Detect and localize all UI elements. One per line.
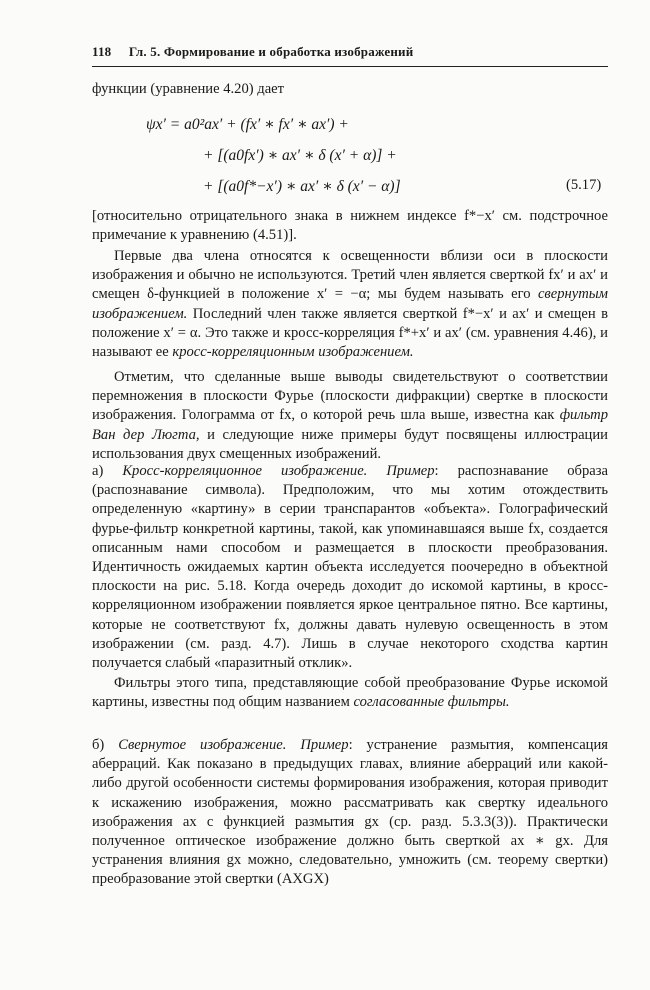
section-b bbox=[92, 736, 608, 890]
paragraph-2-emphasis: фильтр Ван дер Люгта, bbox=[92, 407, 608, 443]
paragraph-2-start: Отметим, что сделанные выше выводы свидетельствуют о соответствии перемножения в плоскости Фурье (плоскости дифракции) свертке в плоскости изображения. Голограмма от fx, о которой речь шла выше, известна как bbox=[92, 369, 608, 424]
section-b-title: Свернутое изображение. Пример bbox=[118, 737, 349, 753]
section-a-label: а) bbox=[92, 463, 123, 479]
section-a-text: : распознавание образа (распознавание символа). Предположим, что мы хотим отождествить определенную «картину» в серии транспарантов «объекта». Голографический фурье-фильтр конкретной картины, такой, как упоминавшаяся выше fx, создается описанным нами способом и размещается в плоскости преобразования. Идентичность ожидаемых картин объекта исследуется поочередно в объектной плоскости на рис. 5.18. Когда очередь доходит до искомой картины, в кросс-корреляционном изображении появляется яркое центральное пятно. Все картины, которые не соответствуют fx, должны давать нулевую освещенность в этом изображении (см. разд. 4.7). Лишь в случае некоторого сходства картин получается слабый «паразитный отклик». bbox=[92, 463, 608, 672]
equation-line-3: + [(a0f*−x′) ∗ ax′ ∗ δ (x′ − α)] bbox=[203, 178, 401, 195]
paragraph-1-emphasis-2: кросс-корреляционным изображением. bbox=[172, 344, 414, 361]
paragraph-1-start: Первые два члена относятся к освещенности вблизи оси в плоскости изображения и обычно не используются. Третий член является сверткой fx′ и ax′ и смещен δ-функцией в положение x′ = −α; мы будем называть его bbox=[92, 248, 608, 303]
equation-line-2: + [(a0fx′) ∗ ax′ ∗ δ (x′ + α)] + bbox=[203, 147, 397, 164]
paragraph-2-end: и следующие ниже примеры будут посвящены иллюстрации использования двух смещенных изображений. bbox=[92, 426, 608, 462]
page-number: 118 bbox=[92, 44, 112, 59]
header-rule bbox=[92, 66, 608, 67]
paragraph-3 bbox=[92, 674, 608, 712]
paragraph-1-emphasis-1: свернутым изображением. bbox=[92, 286, 608, 322]
paragraph-3-start: Фильтры этого типа, представляющие собой преобразование Фурье искомой картины, известны под общим названием bbox=[92, 675, 608, 711]
footnote-remark: [относительно отрицательного знака в нижнем индексе f*−x′ см. подстрочное примечание к уравнению (4.51)]. bbox=[92, 208, 608, 244]
section-a bbox=[92, 462, 608, 673]
section-b-label: б) bbox=[92, 737, 119, 753]
paragraph-1-mid: Последний член также является сверткой f*−x′ и ax′ и смещен в положение x′ = α. Это также и кросс-корреляция f*+x′ и ax′ (см. уравнения 4.46), и называют ее bbox=[92, 305, 608, 361]
paragraph-1 bbox=[92, 247, 608, 362]
section-b-text: : устранение размытия, компенсация аберраций. Как показано в предыдущих главах, влияние аберраций или какой-либо другой особенности системы формирования изображения, которая приводит к искажению изображения, можно рассматривать как свертку идеального изображения ax с функцией размытия gx (ср. разд. 5.3.3(3)). Практически полученное оптическое изображение должно быть сверткой ax ∗ gx. Для устранения влияния gx можно, следовательно, умножить (см. теорему свертки) преобразование этой свертки (AXGX) bbox=[92, 737, 609, 888]
page-header bbox=[92, 44, 608, 60]
intro-line: функции (уравнение 4.20) дает bbox=[92, 81, 285, 97]
equation-number: (5.17) bbox=[566, 177, 602, 193]
paragraph-2 bbox=[92, 368, 608, 464]
section-a-title: Кросс-корреляционное изображение. Пример bbox=[122, 463, 435, 479]
equation-line-1: ψx′ = a0²ax′ + (fx′ ∗ fx′ ∗ ax′) + bbox=[146, 116, 349, 133]
running-title: Гл. 5. Формирование и обработка изображений bbox=[128, 44, 414, 59]
paragraph-3-emphasis: согласованные фильтры. bbox=[353, 694, 510, 711]
